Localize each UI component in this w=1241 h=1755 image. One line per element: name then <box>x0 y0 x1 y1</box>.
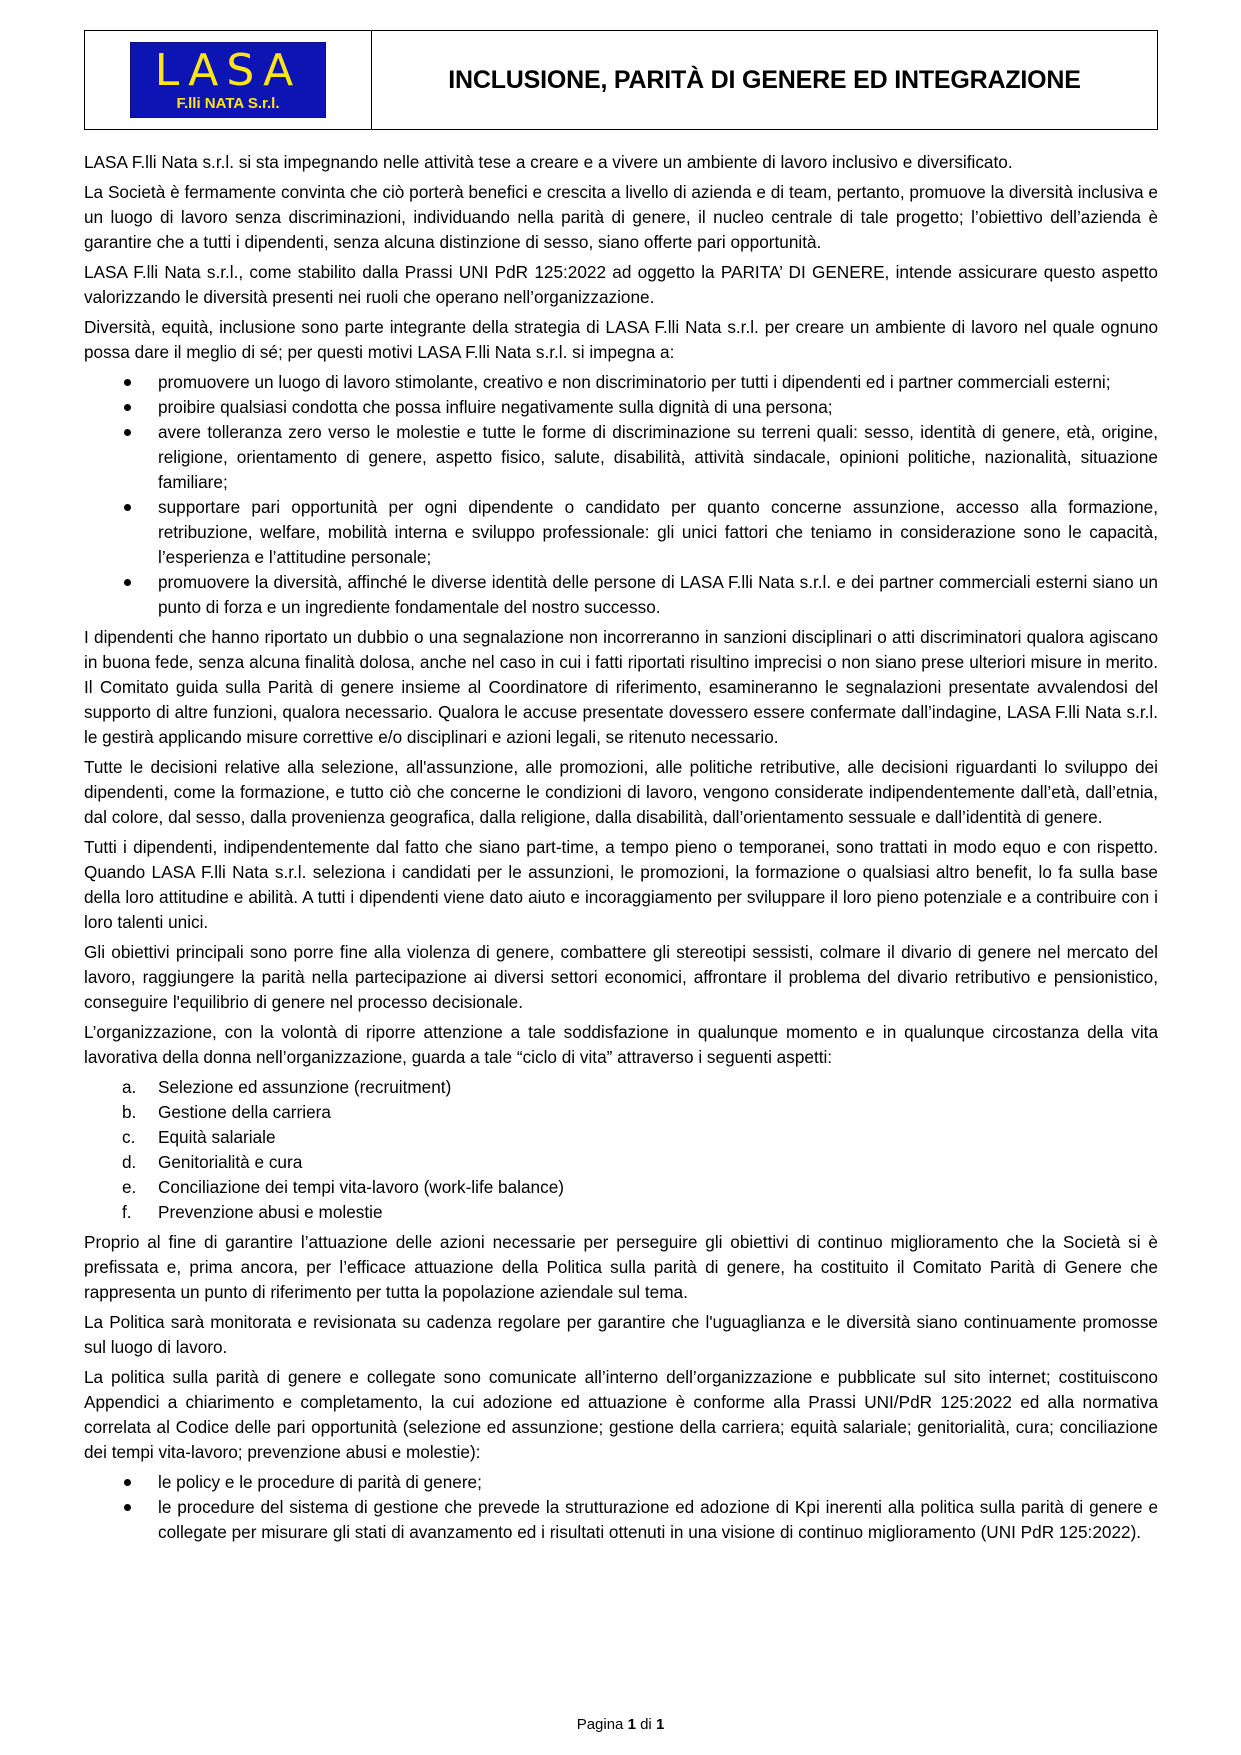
bullet-icon <box>124 1479 131 1486</box>
company-logo <box>130 42 326 118</box>
list-item <box>84 1075 1158 1100</box>
list-item-text: Gestione della carriera <box>158 1102 331 1122</box>
list-item <box>84 1495 1158 1545</box>
list-item-text: Selezione ed assunzione (recruitment) <box>158 1077 452 1097</box>
title-cell <box>372 31 1157 129</box>
list-item-text: Prevenzione abusi e molestie <box>158 1202 383 1222</box>
logo-text: LASA <box>154 45 302 96</box>
list-item-text: le policy e le procedure di parità di genere; <box>158 1472 482 1492</box>
list-item <box>84 1125 1158 1150</box>
logo-cell <box>85 31 372 129</box>
paragraph-conviction: La Società è fermamente convinta che ciò porterà benefici e crescita a livello di azienda e di team, pertanto, promuove la diversità inclusiva e un luogo di lavoro senza discriminazioni, individuando nella parità di genere, il nucleo centrale di tale progetto; l’obiettivo dell’azienda è garantire che a tutti i dipendenti, senza alcuna distinzione di sesso, siano offerte pari opportunità. <box>84 182 1158 252</box>
list-item <box>84 1150 1158 1175</box>
bullet-icon <box>124 404 131 411</box>
document-body <box>84 150 1158 1550</box>
bullet-icon <box>124 579 131 586</box>
list-item <box>84 1175 1158 1200</box>
bullet-icon <box>124 1504 131 1511</box>
list-marker: f. <box>122 1202 132 1222</box>
document-header <box>84 30 1158 130</box>
bullet-icon <box>124 429 131 436</box>
page-label: Pagina <box>576 1716 624 1733</box>
page-separator: di <box>640 1716 652 1733</box>
paragraph-prassi: LASA F.lli Nata s.r.l., come stabilito dalla Prassi UNI PdR 125:2022 ad oggetto la PARITA’ DI GENERE, intende assicurare questo aspetto valorizzando le diversità presenti nei ruoli che operano nell’organizzazione. <box>84 262 1158 307</box>
appendix-list <box>84 1470 1158 1545</box>
paragraph-strategy: Diversità, equità, inclusione sono parte integrante della strategia di LASA F.lli Nata s.r.l. per creare un ambiente di lavoro nel quale ognuno possa dare il meglio di sé; per questi motivi LASA F.lli Nata s.r.l. si impegna a: <box>84 317 1158 362</box>
list-item-text: Equità salariale <box>158 1127 276 1147</box>
page-current: 1 <box>627 1716 636 1733</box>
list-item <box>84 1100 1158 1125</box>
list-item-text: proibire qualsiasi condotta che possa influire negativamente sulla dignità di una persona; <box>158 397 833 417</box>
list-item-text: Conciliazione dei tempi vita-lavoro (work-life balance) <box>158 1177 564 1197</box>
list-item-text: promuovere un luogo di lavoro stimolante, creativo e non discriminatorio per tutti i dipendenti ed i partner commerciali esterni; <box>158 372 1111 392</box>
logo-subtext: F.lli NATA S.r.l. <box>176 95 280 112</box>
aspects-list <box>84 1075 1158 1225</box>
commitments-list <box>84 370 1158 620</box>
list-item <box>84 420 1158 495</box>
list-item <box>84 370 1158 395</box>
paragraph-committee: Proprio al fine di garantire l’attuazione delle azioni necessarie per perseguire gli obiettivi di continuo miglioramento che la Società si è prefissata e, prima ancora, per l’efficace attuazione della Politica sulla parità di genere, ha costituito il Comitato Parità di Genere che rappresenta un punto di riferimento per tutta la popolazione aziendale sul tema. <box>84 1232 1158 1302</box>
list-item-text: supportare pari opportunità per ogni dipendente o candidato per quanto concerne assunzione, accesso alla formazione, retribuzione, welfare, mobilità interna e sviluppo professionale: gli unici fattori che teniamo in considerazione sono le capacità, l’esperienza e l’attitudine personale; <box>158 497 1158 567</box>
list-marker: d. <box>122 1152 137 1172</box>
list-marker: c. <box>122 1127 136 1147</box>
bullet-icon <box>124 504 131 511</box>
list-item-text: Genitorialità e cura <box>158 1152 303 1172</box>
paragraph-decisions: Tutte le decisioni relative alla selezione, all'assunzione, alle promozioni, alle politiche retributive, alle decisioni riguardanti lo sviluppo dei dipendenti, come la formazione, e tutto ciò che concerne le condizioni di lavoro, vengono considerate indipendentemente dall’età, dall’etnia, dal colore, dal sesso, dalla provenienza geografica, dalla religione, dalla disabilità, dall’orientamento sessuale e dall’identità di genere. <box>84 757 1158 827</box>
list-item-text: avere tolleranza zero verso le molestie e tutte le forme di discriminazione su terreni quali: sesso, identità di genere, età, origine, religione, orientamento di genere, aspetto fisico, salute, disabilità, attività sindacale, opinioni politiche, nazionalità, situazione familiare; <box>158 422 1158 492</box>
list-item-text: le procedure del sistema di gestione che prevede la strutturazione ed adozione di Kpi inerenti alla politica sulla parità di genere e collegate per misurare gli stati di avanzamento ed i risultati ottenuti in una visione di continuo miglioramento (UNI PdR 125:2022). <box>158 1497 1158 1542</box>
list-item-text: promuovere la diversità, affinché le diverse identità delle persone di LASA F.lli Nata s.r.l. e dei partner commerciali esterni siano un punto di forza e un ingrediente fondamentale del nostro successo. <box>158 572 1158 617</box>
list-marker: a. <box>122 1077 137 1097</box>
paragraph-reports: I dipendenti che hanno riportato un dubbio o una segnalazione non incorreranno in sanzioni disciplinari o atti discriminatori qualora agiscano in buona fede, senza alcuna finalità dolosa, anche nel caso in cui i fatti riportati risultino imprecisi o non siano prese ulteriori misure in merito. Il Comitato guida sulla Parità di genere insieme al Coordinatore di riferimento, esamineranno le segnalazioni presentate avvalendosi del supporto di altre funzioni, qualora necessario. Qualora le accuse presentate dovessero essere confermate dall’indagine, LASA F.lli Nata s.r.l. le gestirà applicando misure correttive e/o disciplinari e azioni legali, se ritenuto necessario. <box>84 627 1158 747</box>
paragraph-objectives: Gli obiettivi principali sono porre fine alla violenza di genere, combattere gli stereotipi sessisti, colmare il divario di genere nel mercato del lavoro, raggiungere la parità nella partecipazione ai diversi settori economici, affrontare il problema del divario retributivo e pensionistico, conseguire l'equilibrio di genere nel processo decisionale. <box>84 942 1158 1012</box>
list-item <box>84 570 1158 620</box>
paragraph-life-cycle: L’organizzazione, con la volontà di riporre attenzione a tale soddisfazione in qualunque momento e in qualunque circostanza della vita lavorativa della donna nell’organizzazione, guarda a tale “ciclo di vita” attraverso i seguenti aspetti: <box>84 1022 1158 1067</box>
paragraph-employees: Tutti i dipendenti, indipendentemente dal fatto che siano part-time, a tempo pieno o temporanei, sono trattati in modo equo e con rispetto. Quando LASA F.lli Nata s.r.l. seleziona i candidati per le assunzioni, le promozioni, la formazione o qualsiasi altro benefit, lo fa sulla base della loro attitudine e abilità. A tutti i dipendenti viene dato aiuto e incoraggiamento per sviluppare il loro pieno potenziale e a contribuire con i loro talenti unici. <box>84 837 1158 932</box>
page-total: 1 <box>655 1716 665 1733</box>
list-item <box>84 1200 1158 1225</box>
list-marker: b. <box>122 1102 137 1122</box>
paragraph-communication: La politica sulla parità di genere e collegate sono comunicate all’interno dell’organizzazione e pubblicate sul sito internet; costituiscono Appendici a chiarimento e completamento, la cui adozione ed attuazione è conforme alla Prassi UNI/PdR 125:2022 ed alla normativa correlata al Codice delle pari opportunità (selezione ed assunzione; gestione della carriera; equità salariale; genitorialità, cura; conciliazione dei tempi vita-lavoro; prevenzione abusi e molestie): <box>84 1367 1158 1462</box>
list-item <box>84 1470 1158 1495</box>
page-footer <box>0 1716 1241 1733</box>
list-item <box>84 395 1158 420</box>
document-title: INCLUSIONE, PARITÀ DI GENERE ED INTEGRAZIONE <box>448 65 1081 94</box>
bullet-icon <box>124 379 131 386</box>
list-marker: e. <box>122 1177 137 1197</box>
paragraph-monitoring: La Politica sarà monitorata e revisionata su cadenza regolare per garantire che l'uguaglianza e le diversità siano continuamente promosse sul luogo di lavoro. <box>84 1312 1158 1357</box>
list-item <box>84 495 1158 570</box>
paragraph-intro: LASA F.lli Nata s.r.l. si sta impegnando nelle attività tese a creare e a vivere un ambiente di lavoro inclusivo e diversificato. <box>84 152 1013 172</box>
